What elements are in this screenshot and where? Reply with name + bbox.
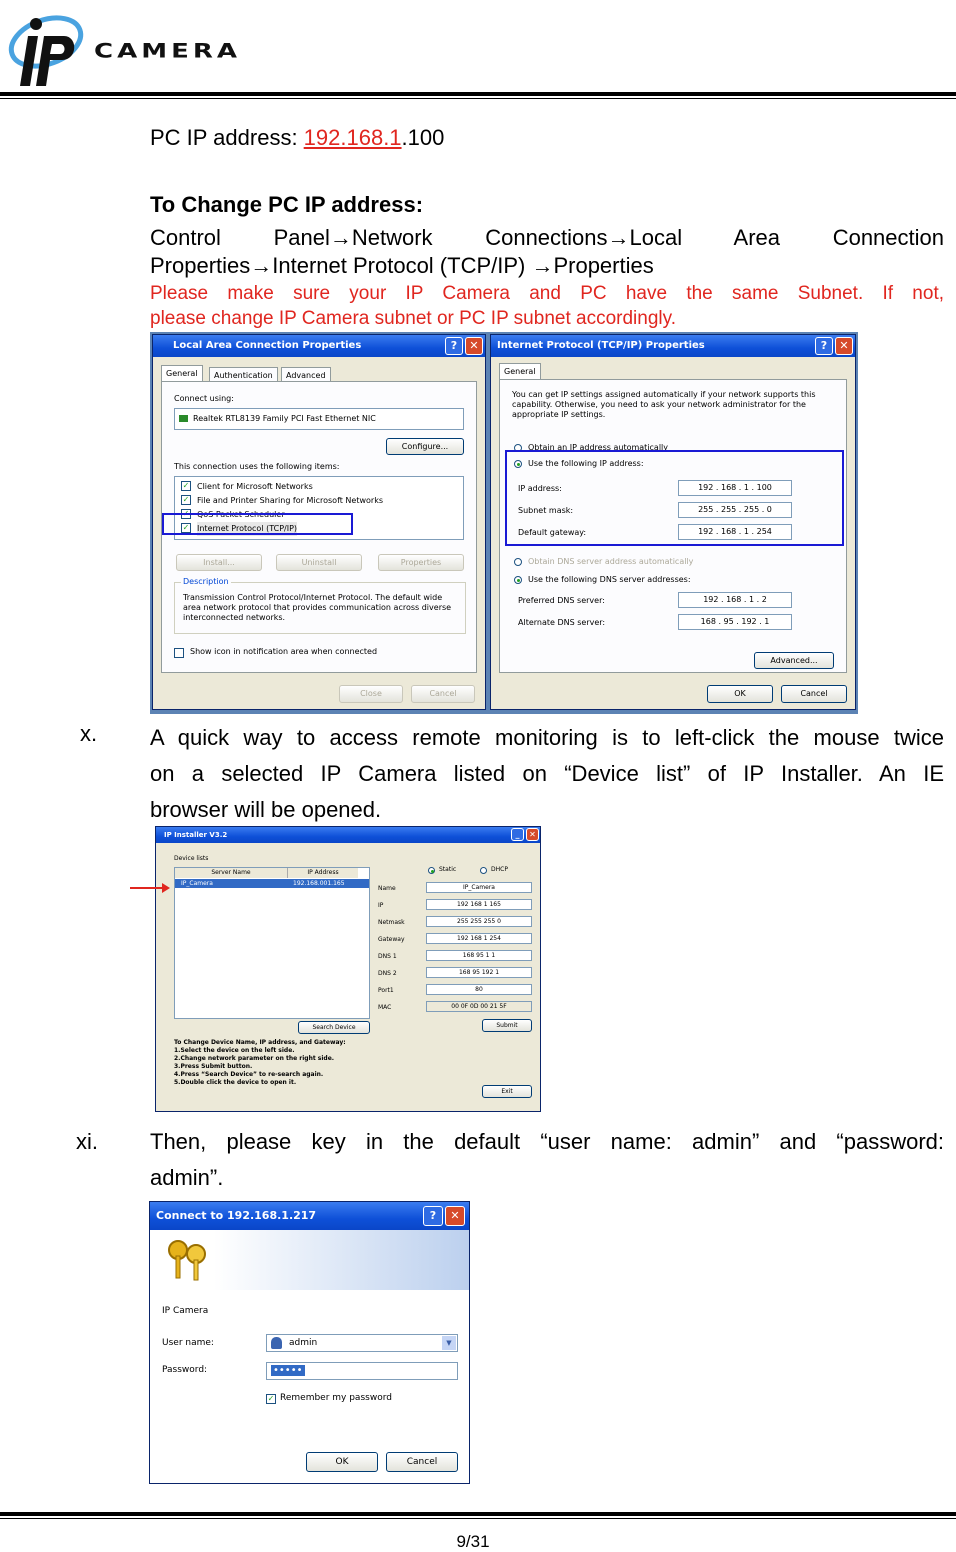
use-following-ip-label: Use the following IP address: (528, 459, 644, 468)
help-step: 1.Select the device on the left side. (174, 1047, 295, 1054)
footer-rule-thin (0, 1518, 956, 1519)
items-label: This connection uses the following items: (174, 462, 340, 471)
uninstall-button[interactable]: Uninstall (276, 554, 362, 571)
close-icon[interactable]: ✕ (445, 1206, 465, 1226)
field-label: Port1 (378, 987, 394, 994)
show-icon-checkbox[interactable] (174, 648, 184, 658)
properties-button[interactable]: Properties (378, 554, 464, 571)
tab-general[interactable]: General (161, 365, 203, 381)
subnet-note-line2: please change IP Camera subnet or PC IP subnet accordingly. (150, 308, 676, 329)
user-icon (271, 1337, 282, 1349)
alternate-dns-label: Alternate DNS server: (518, 618, 606, 627)
gateway-field[interactable]: 192 168 1 254 (426, 933, 532, 944)
user-name-value: admin (289, 1338, 318, 1348)
field-label: IP (378, 902, 384, 909)
ip-logo-icon (6, 2, 86, 90)
item-tcpip[interactable]: Internet Protocol (TCP/IP) (197, 522, 297, 536)
field-label: Name (378, 885, 396, 892)
help-icon[interactable]: ? (815, 337, 833, 355)
help-step: 2.Change network parameter on the right side. (174, 1055, 335, 1062)
step-x-line1: A quick way to access remote monitoring is to left-click the mouse twice (150, 725, 944, 750)
field-label: DNS 2 (378, 970, 397, 977)
dns2-field[interactable]: 168 95 192 1 (426, 967, 532, 978)
name-field[interactable]: IP_Camera (426, 882, 532, 893)
page-number: 9/31 (456, 1532, 490, 1551)
checkbox-qos[interactable]: ✓ (182, 509, 190, 518)
help-title: To Change Device Name, IP address, and Gateway: (174, 1039, 346, 1046)
minimize-icon[interactable]: _ (511, 828, 524, 841)
step-x-line3: browser will be opened. (150, 797, 382, 822)
login-titlebar (150, 1202, 469, 1230)
tcpip-intro-text: You can get IP settings assigned automatically if your network supports this capability. Otherwise, you need to ask your network administrator for the appropriate IP settings. (512, 390, 816, 419)
subnet-mask-label: Subnet mask: (518, 506, 574, 515)
change-ip-heading: To Change PC IP address: (150, 192, 424, 217)
network-card-icon (179, 415, 188, 422)
password-label: Password: (162, 1365, 208, 1375)
search-device-button[interactable]: Search Device (298, 1021, 370, 1034)
mac-field: 00 0F 0D 00 21 5F (426, 1001, 532, 1012)
password-value: ••••• (273, 1365, 303, 1376)
description-group (174, 577, 466, 634)
advanced-button[interactable]: Advanced... (754, 652, 834, 669)
adapter-field (174, 408, 464, 430)
dns-use-radio[interactable] (514, 576, 522, 584)
checkbox-client[interactable]: ✓ (182, 481, 190, 490)
footer-rule (0, 1512, 956, 1516)
red-arrow-icon (128, 880, 172, 896)
login-title: Connect to 192.168.1.217 (156, 1209, 317, 1222)
ip-address-field[interactable]: 192 . 168 . 1 . 100 (678, 480, 792, 496)
close-button[interactable]: Close (339, 685, 403, 703)
description-label: Description (183, 577, 229, 586)
configure-button[interactable]: Configure... (386, 438, 464, 455)
help-step: 3.Press Submit button. (174, 1063, 253, 1070)
obtain-ip-label: Obtain an IP address automatically (528, 443, 669, 452)
field-label: MAC (378, 1004, 392, 1011)
help-icon[interactable]: ? (423, 1206, 443, 1226)
show-icon-label: Show icon in notification area when connected (190, 647, 378, 656)
user-name-label: User name: (162, 1338, 214, 1348)
gateway-label: Default gateway: (518, 528, 587, 537)
step-x-marker: x. (80, 721, 98, 746)
header-rule (0, 92, 956, 96)
preferred-dns-field[interactable]: 192 . 168 . 1 . 2 (678, 592, 792, 608)
adapter-name: Realtek RTL8139 Family PCI Fast Ethernet NIC (193, 414, 376, 423)
help-step: 5.Double click the device to open it. (174, 1079, 297, 1086)
ip-settings-highlight-box (505, 450, 844, 546)
tcpip-titlebar (491, 335, 855, 357)
item-file-sharing[interactable]: File and Printer Sharing for Microsoft Networks (197, 496, 383, 505)
item-qos[interactable]: QoS Packet Scheduler (197, 510, 285, 519)
tcpip-cancel-button[interactable]: Cancel (781, 685, 847, 703)
camera-logo-text: CAMERA (94, 40, 241, 63)
pc-ip-label: PC IP address: (150, 125, 304, 150)
connect-using-label: Connect using: (174, 394, 234, 403)
tab-authentication[interactable]: Authentication (209, 367, 278, 383)
network-screenshot (150, 332, 858, 714)
row-ip-address: 192.168.001.165 (293, 880, 345, 887)
ok-button[interactable]: OK (707, 685, 773, 703)
lan-cancel-button[interactable]: Cancel (411, 685, 475, 703)
close-icon[interactable]: ✕ (835, 337, 853, 355)
chevron-down-icon[interactable]: ▼ (442, 1336, 456, 1350)
lan-title: Local Area Connection Properties (173, 340, 362, 351)
keys-icon (164, 1236, 214, 1282)
installer-title: IP Installer V3.2 (164, 831, 228, 839)
field-label: Gateway (378, 936, 405, 943)
tab-advanced[interactable]: Advanced (281, 367, 331, 383)
step-xi-line1: Then, please key in the default “user name: admin” and “password: (150, 1129, 944, 1154)
user-name-input[interactable] (266, 1334, 458, 1352)
header-rule-thin (0, 98, 956, 99)
tcpip-title: Internet Protocol (TCP/IP) Properties (497, 340, 705, 351)
alternate-dns-field[interactable]: 168 . 95 . 192 . 1 (678, 614, 792, 630)
column-ip-address[interactable]: IP Address (288, 868, 358, 878)
static-label: Static (439, 866, 457, 873)
step-x-line2: on a selected IP Camera listed on “Device list” of IP Installer. An IE (150, 761, 944, 786)
dhcp-radio[interactable] (480, 867, 487, 874)
login-ok-button[interactable]: OK (306, 1452, 378, 1472)
submit-button[interactable]: Submit (482, 1019, 532, 1032)
installer-titlebar (156, 827, 540, 843)
preferred-dns-label: Preferred DNS server: (518, 596, 605, 605)
static-radio[interactable] (428, 867, 435, 874)
remember-password-checkbox[interactable]: ✓ (267, 1394, 275, 1403)
netmask-field[interactable]: 255 255 255 0 (426, 916, 532, 927)
change-ip-path-line1: Control Panel→Network Connections→Local Area Connection (150, 225, 944, 250)
checkbox-file-sharing[interactable]: ✓ (182, 495, 190, 504)
tab-general[interactable]: General (499, 363, 541, 379)
tcpip-highlight-box (162, 513, 353, 535)
remember-password-label: Remember my password (280, 1393, 392, 1403)
ip-subnet-link[interactable]: 192.168.1 (303, 125, 402, 150)
item-client[interactable]: Client for Microsoft Networks (197, 482, 313, 491)
login-cancel-button[interactable]: Cancel (386, 1452, 458, 1472)
ip-installer-window (155, 826, 541, 1112)
port-field[interactable]: 80 (426, 984, 532, 995)
column-server-name[interactable]: Server Name (175, 868, 288, 878)
field-label: Netmask (378, 919, 405, 926)
pc-ip-suffix: .100 (401, 125, 445, 150)
password-input[interactable] (266, 1362, 458, 1380)
login-dialog (149, 1201, 470, 1484)
dns-auto-label: Obtain DNS server address automatically (528, 557, 694, 566)
lan-titlebar (153, 335, 485, 357)
realm-label: IP Camera (162, 1306, 209, 1316)
pc-ip-line (150, 124, 444, 152)
device-list (174, 867, 370, 1019)
description-text: Transmission Control Protocol/Internet Protocol. The default wide area network protocol that provides communication across diverse interconnected networks. (183, 593, 452, 622)
ip-address-label: IP address: (518, 484, 562, 493)
help-icon[interactable]: ? (445, 337, 463, 355)
table-row[interactable] (175, 879, 369, 888)
checkbox-tcpip[interactable]: ✓ (182, 523, 190, 532)
dns-use-label: Use the following DNS server addresses: (528, 575, 691, 584)
change-ip-path-line2: Properties→Internet Protocol (TCP/IP) →Properties (150, 253, 654, 278)
step-xi-line2: admin”. (150, 1165, 224, 1190)
field-label: DNS 1 (378, 953, 397, 960)
subnet-note-line1: Please make sure your IP Camera and PC have the same Subnet. If not, (150, 283, 944, 304)
install-button[interactable]: Install... (176, 554, 262, 571)
device-list-label: Device lists (174, 855, 209, 862)
exit-button[interactable]: Exit (482, 1085, 532, 1098)
row-server-name: IP_Camera (181, 880, 213, 887)
dns-auto-radio[interactable] (514, 558, 522, 566)
help-step: 4.Press “Search Device” to re-search again. (174, 1071, 324, 1078)
close-icon[interactable]: ✕ (465, 337, 483, 355)
gateway-field[interactable]: 192 . 168 . 1 . 254 (678, 524, 792, 540)
subnet-mask-field[interactable]: 255 . 255 . 255 . 0 (678, 502, 792, 518)
ip-field[interactable]: 192 168 1 165 (426, 899, 532, 910)
dhcp-label: DHCP (491, 866, 508, 873)
close-icon[interactable]: ✕ (526, 828, 539, 841)
step-xi-marker: xi. (76, 1129, 98, 1154)
dns1-field[interactable]: 168 95 1 1 (426, 950, 532, 961)
